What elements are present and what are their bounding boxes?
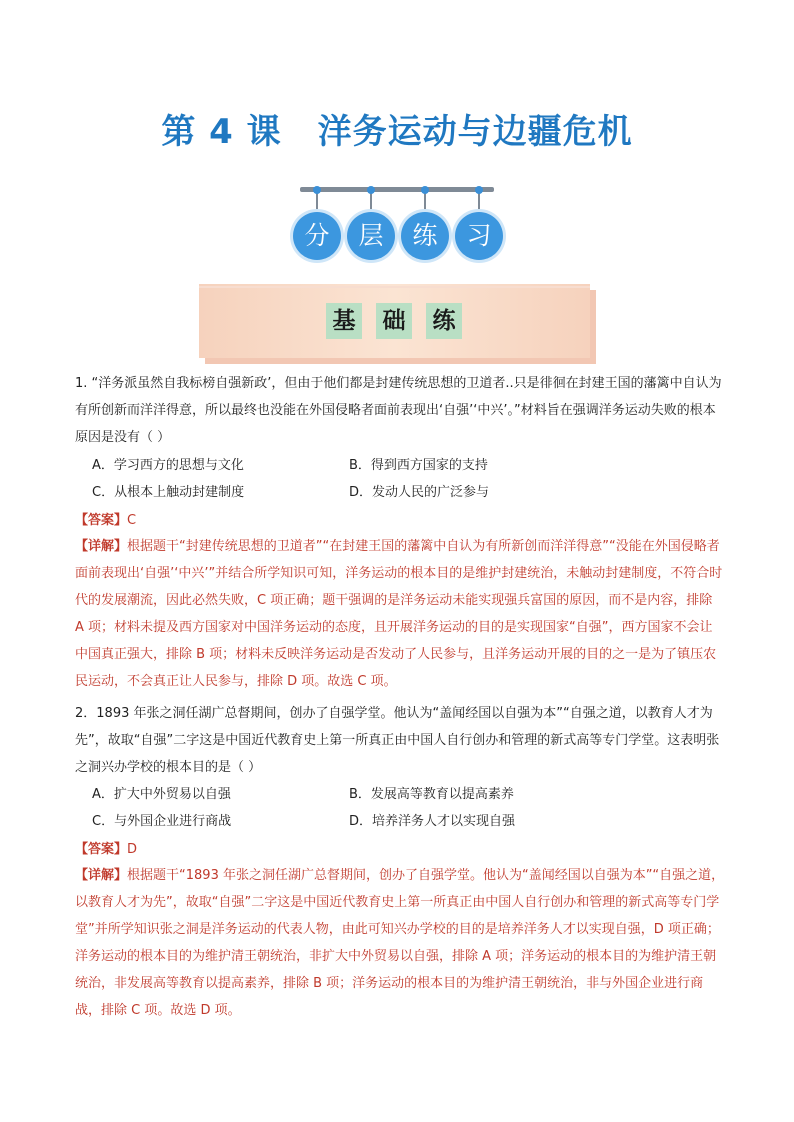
badge-char: 分 — [293, 212, 341, 260]
option-c: C．从根本上触动封建制度 — [92, 485, 245, 500]
banner-char: 础 — [376, 303, 412, 339]
option-a: A．扩大中外贸易以自强 — [92, 787, 231, 802]
answer-value: D — [127, 842, 138, 857]
badge-char: 练 — [401, 212, 449, 260]
option-d: D．培养洋务人才以实现自强 — [349, 814, 516, 829]
banner-char: 基 — [326, 303, 362, 339]
explanation — [75, 533, 725, 695]
answer-value: C — [127, 513, 137, 528]
explanation-text: 根据题干“封建传统思想的卫道者”“在封建王国的藩篱中自认为有所新创而洋洋得意”“没能在外国侵略者面前表现出‘自强’‘中兴’”并结合所学知识可知，洋务运动的根本目的是维护封建统治，未触动封建制度，不符合时代的发展潮流，因此必然失败，C 项正确；题干强调的是洋务运动未能实现强兵富国的原因，而不是内容，排除 A 项；材料未提及西方国家对中国洋务运动的态度，且开展洋务运动的目的是实现国家“自强”，西方国家不会让中国真正强大，排除 B 项；材料未反映洋务运动是否发动了人民参与，且洋务运动开展的目的之一是为了镇压农民运动，不会真正让人民参与，排除 D 项。故选 C 项。 — [75, 539, 723, 689]
answer-label: 【答案】 — [75, 513, 128, 528]
lesson-topic: 洋务运动与边疆危机 — [317, 112, 633, 152]
badge-pin — [421, 186, 429, 194]
option-d: D．发动人民的广泛参与 — [349, 485, 490, 500]
badge-pin — [475, 186, 483, 194]
question-stem: 1. “洋务派虽然自我标榜自强新政’，但由于他们都是封建传统思想的卫道者..只是徘徊在封建王国的藩篱中自认为有所创新而洋洋得意，所以最终也没能在外国侵略者面前表现出‘自强’‘中兴’。”材料旨在强调洋务运动失败的根本原因是没有（ ） — [75, 376, 722, 445]
explain-label: 【详解】 — [75, 868, 128, 883]
lesson-number: 第 4 课 — [161, 112, 282, 152]
answer-line — [75, 840, 137, 860]
option-b: B．发展高等教育以提高素养 — [349, 787, 514, 802]
answer-label: 【答案】 — [75, 842, 128, 857]
option-b: B．得到西方国家的支持 — [349, 458, 488, 473]
badge-rail — [300, 187, 494, 192]
option-a: A．学习西方的思想与文化 — [92, 458, 244, 473]
explanation — [75, 862, 725, 1024]
option-c: C．与外国企业进行商战 — [92, 814, 232, 829]
banner-char: 练 — [426, 303, 462, 339]
page-title — [0, 104, 794, 153]
banner-line — [199, 286, 590, 288]
explain-label: 【详解】 — [75, 539, 128, 554]
badge-pin — [367, 186, 375, 194]
question-stem: 2．1893 年张之洞任湖广总督期间，创办了自强学堂。他认为“盖闻经国以自强为本”“自强之道，以教育人才为先”，故取“自强”二字这是中国近代教育史上第一所真正由中国人自行创办和管理的新式高等专门学堂。这表明张之洞兴办学校的根本目的是（ ） — [75, 706, 720, 775]
badge-char: 层 — [347, 212, 395, 260]
explanation-text: 根据题干“1893 年张之洞任湖广总督期间，创办了自强学堂。他认为“盖闻经国以自强为本”“自强之道，以教育人才为先”，故取“自强”二字这是中国近代教育史上第一所真正由中国人自行创办和管理的新式高等专门学堂”并所学知识张之洞是洋务运动的代表人物，由此可知兴办学校的目的是培养洋务人才以实现自强，D 项正确；洋务运动的根本目的为维护清王朝统治，非扩大中外贸易以自强，排除 A 项；洋务运动的根本目的为维护清王朝统治，非发展高等教育以提高素养，排除 B 项；洋务运动的根本目的为维护清王朝统治，非与外国企业进行商战，排除 C 项。故选 D 项。 — [75, 868, 725, 1018]
badge-pin — [313, 186, 321, 194]
badge-char: 习 — [455, 212, 503, 260]
answer-line — [75, 511, 136, 531]
